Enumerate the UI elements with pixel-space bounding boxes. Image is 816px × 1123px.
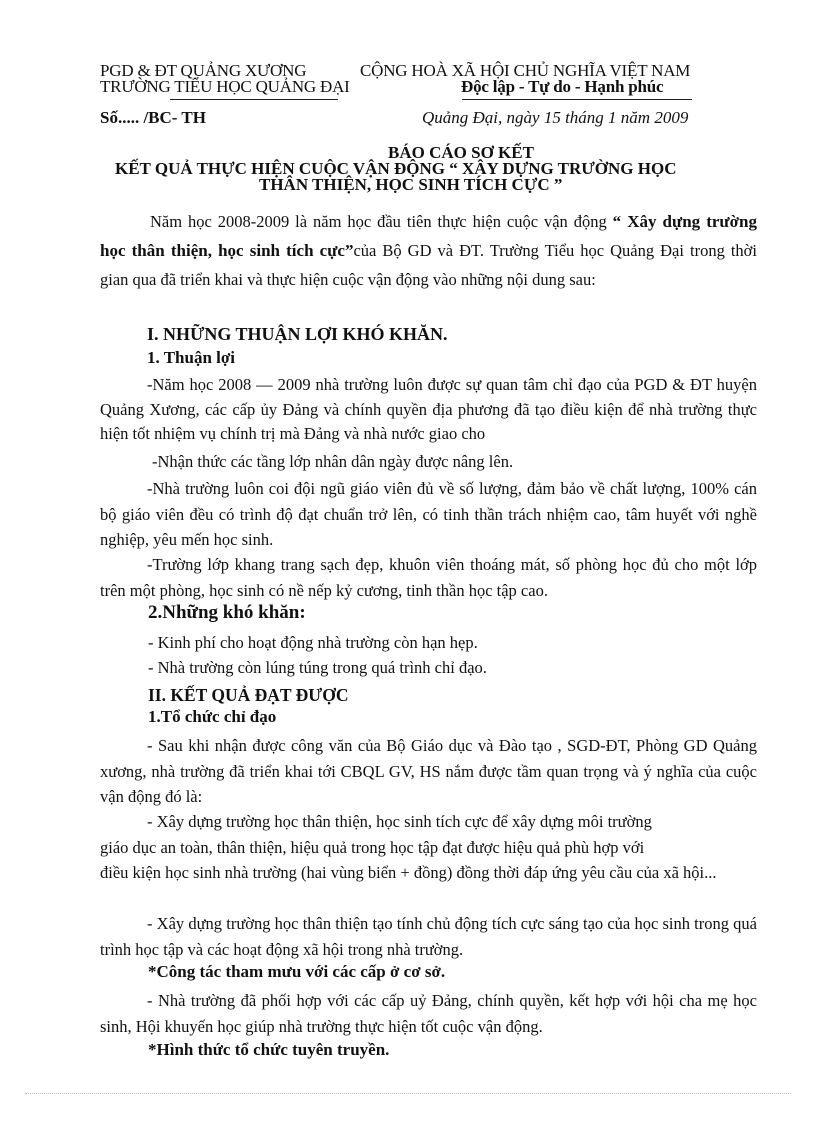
page-bottom-divider — [25, 1093, 791, 1094]
report-subtitle-line2: THÂN THIỆN, HỌC SINH TÍCH CỰC ” — [259, 175, 563, 194]
direction-paragraph-2 — [100, 809, 757, 861]
direction-paragraph-2-line1: - Xây dựng trường học thân thiện, học sinh tích cực để xây dựng môi trường — [147, 812, 652, 831]
advisory-paragraph: - Nhà trường đã phối hợp với các cấp uỷ Đảng, chính quyền, kết hợp với hội cha mẹ học sinh, Hội khuyến học giúp nhà trường thực hiện tốt cuộc vận động. — [100, 991, 757, 1036]
motto-underline — [462, 99, 692, 100]
difficulty-item-2: - Nhà trường còn lúng túng trong quá trình chỉ đạo. — [148, 658, 487, 677]
advantage-paragraph-3: -Nhà trường luôn coi đội ngũ giáo viên đủ về số lượng, đảm bảo về chất lượng, 100% cán bộ giáo viên đều có trình độ đạt chuẩn trở lên, có tinh thần trách nhiệm cao, tâm huyết với nghề nghiệp, yêu mến học sinh. — [100, 479, 757, 549]
intro-paragraph — [100, 207, 757, 294]
school-underline — [170, 99, 338, 100]
direction-paragraph-2-continued: điều kiện học sinh nhà trường (hai vùng biển + đồng) đồng thời đáp ứng yêu cầu của xã hội... — [100, 863, 717, 882]
document-number: Số..... /BC- TH — [100, 108, 206, 127]
agency-name: PGD & ĐT QUẢNG XƯƠNG — [100, 61, 307, 80]
section-1-1-heading: 1. Thuận lợi — [147, 348, 236, 367]
propaganda-heading: *Hình thức tổ chức tuyên truyền. — [148, 1040, 390, 1059]
advantage-paragraph-2: -Nhận thức các tầng lớp nhân dân ngày được nâng lên. — [152, 452, 514, 471]
direction-paragraph-2-line2: giáo dục an toàn, thân thiện, hiệu quả trong học tập đạt được hiệu quả phù hợp với — [100, 837, 645, 857]
section-2-1-heading: 1.Tổ chức chỉ đạo — [148, 707, 277, 726]
section-2-heading: II. KẾT QUẢ ĐẠT ĐƯỢC — [148, 685, 349, 705]
direction-paragraph-3: - Xây dựng trường học thân thiện tạo tính chủ động tích cực sáng tạo của học sinh trong quá trình học tập và các hoạt động xã hội trong nhà trường. — [100, 914, 757, 959]
national-motto: Độc lập - Tự do - Hạnh phúc — [461, 77, 664, 96]
section-1-2-heading: 2.Những khó khăn: — [148, 602, 306, 623]
advantage-paragraph-1: -Năm học 2008 — 2009 nhà trường luôn được sự quan tâm chỉ đạo của PGD & ĐT huyện Quảng Xương, các cấp ủy Đảng và chính quyền địa phương đã tạo điều kiện để nhà trường thực hiện tốt nhiệm vụ chính trị mà Đảng và nhà nước giao cho — [100, 375, 757, 443]
report-subtitle-line1: KẾT QUẢ THỰC HIỆN CUỘC VẬN ĐỘNG “ XÂY DỰNG TRƯỜNG HỌC — [115, 159, 677, 178]
campaign-name: “ Xây dựng trường học thân thiện, học sinh tích cực” — [100, 212, 757, 260]
section-1-heading: I. NHỮNG THUẬN LỢI KHÓ KHĂN. — [147, 324, 448, 344]
advantage-paragraph-4: -Trường lớp khang trang sạch đẹp, khuôn viên thoáng mát, số phòng học đủ cho một lớp trên một phòng, học sinh có nề nếp kỷ cương, tinh thần học tập cao. — [100, 555, 757, 600]
advisory-heading: *Công tác tham mưu với các cấp ở cơ sở. — [148, 962, 446, 981]
school-name: TRƯỜNG TIỂU HỌC QUẢNG ĐẠI — [100, 77, 350, 96]
report-title: BÁO CÁO SƠ KẾT — [388, 143, 534, 162]
place-date: Quảng Đại, ngày 15 tháng 1 năm 2009 — [422, 108, 689, 127]
national-title: CỘNG HOÀ XÃ HỘI CHỦ NGHĨA VIỆT NAM — [360, 61, 691, 80]
intro-text-end: của Bộ GD và ĐT. Trường Tiểu học Quảng Đại trong thời gian qua đã triển khai và thực hiện cuộc vận động vào những nội dung sau: — [100, 241, 757, 289]
direction-paragraph-1: - Sau khi nhận được công văn của Bộ Giáo dục và Đào tạo , SGD-ĐT, Phòng GD Quảng xương, nhà trường đã triển khai tới CBQL GV, HS nắm được tầm quan trọng và ý nghĩa của cuộc vận động đó là: — [100, 736, 757, 806]
difficulty-item-1: - Kinh phí cho hoạt động nhà trường còn hạn hẹp. — [148, 633, 478, 652]
intro-text-start: Năm học 2008-2009 là năm học đầu tiên thực hiện cuộc vận động — [150, 212, 613, 231]
